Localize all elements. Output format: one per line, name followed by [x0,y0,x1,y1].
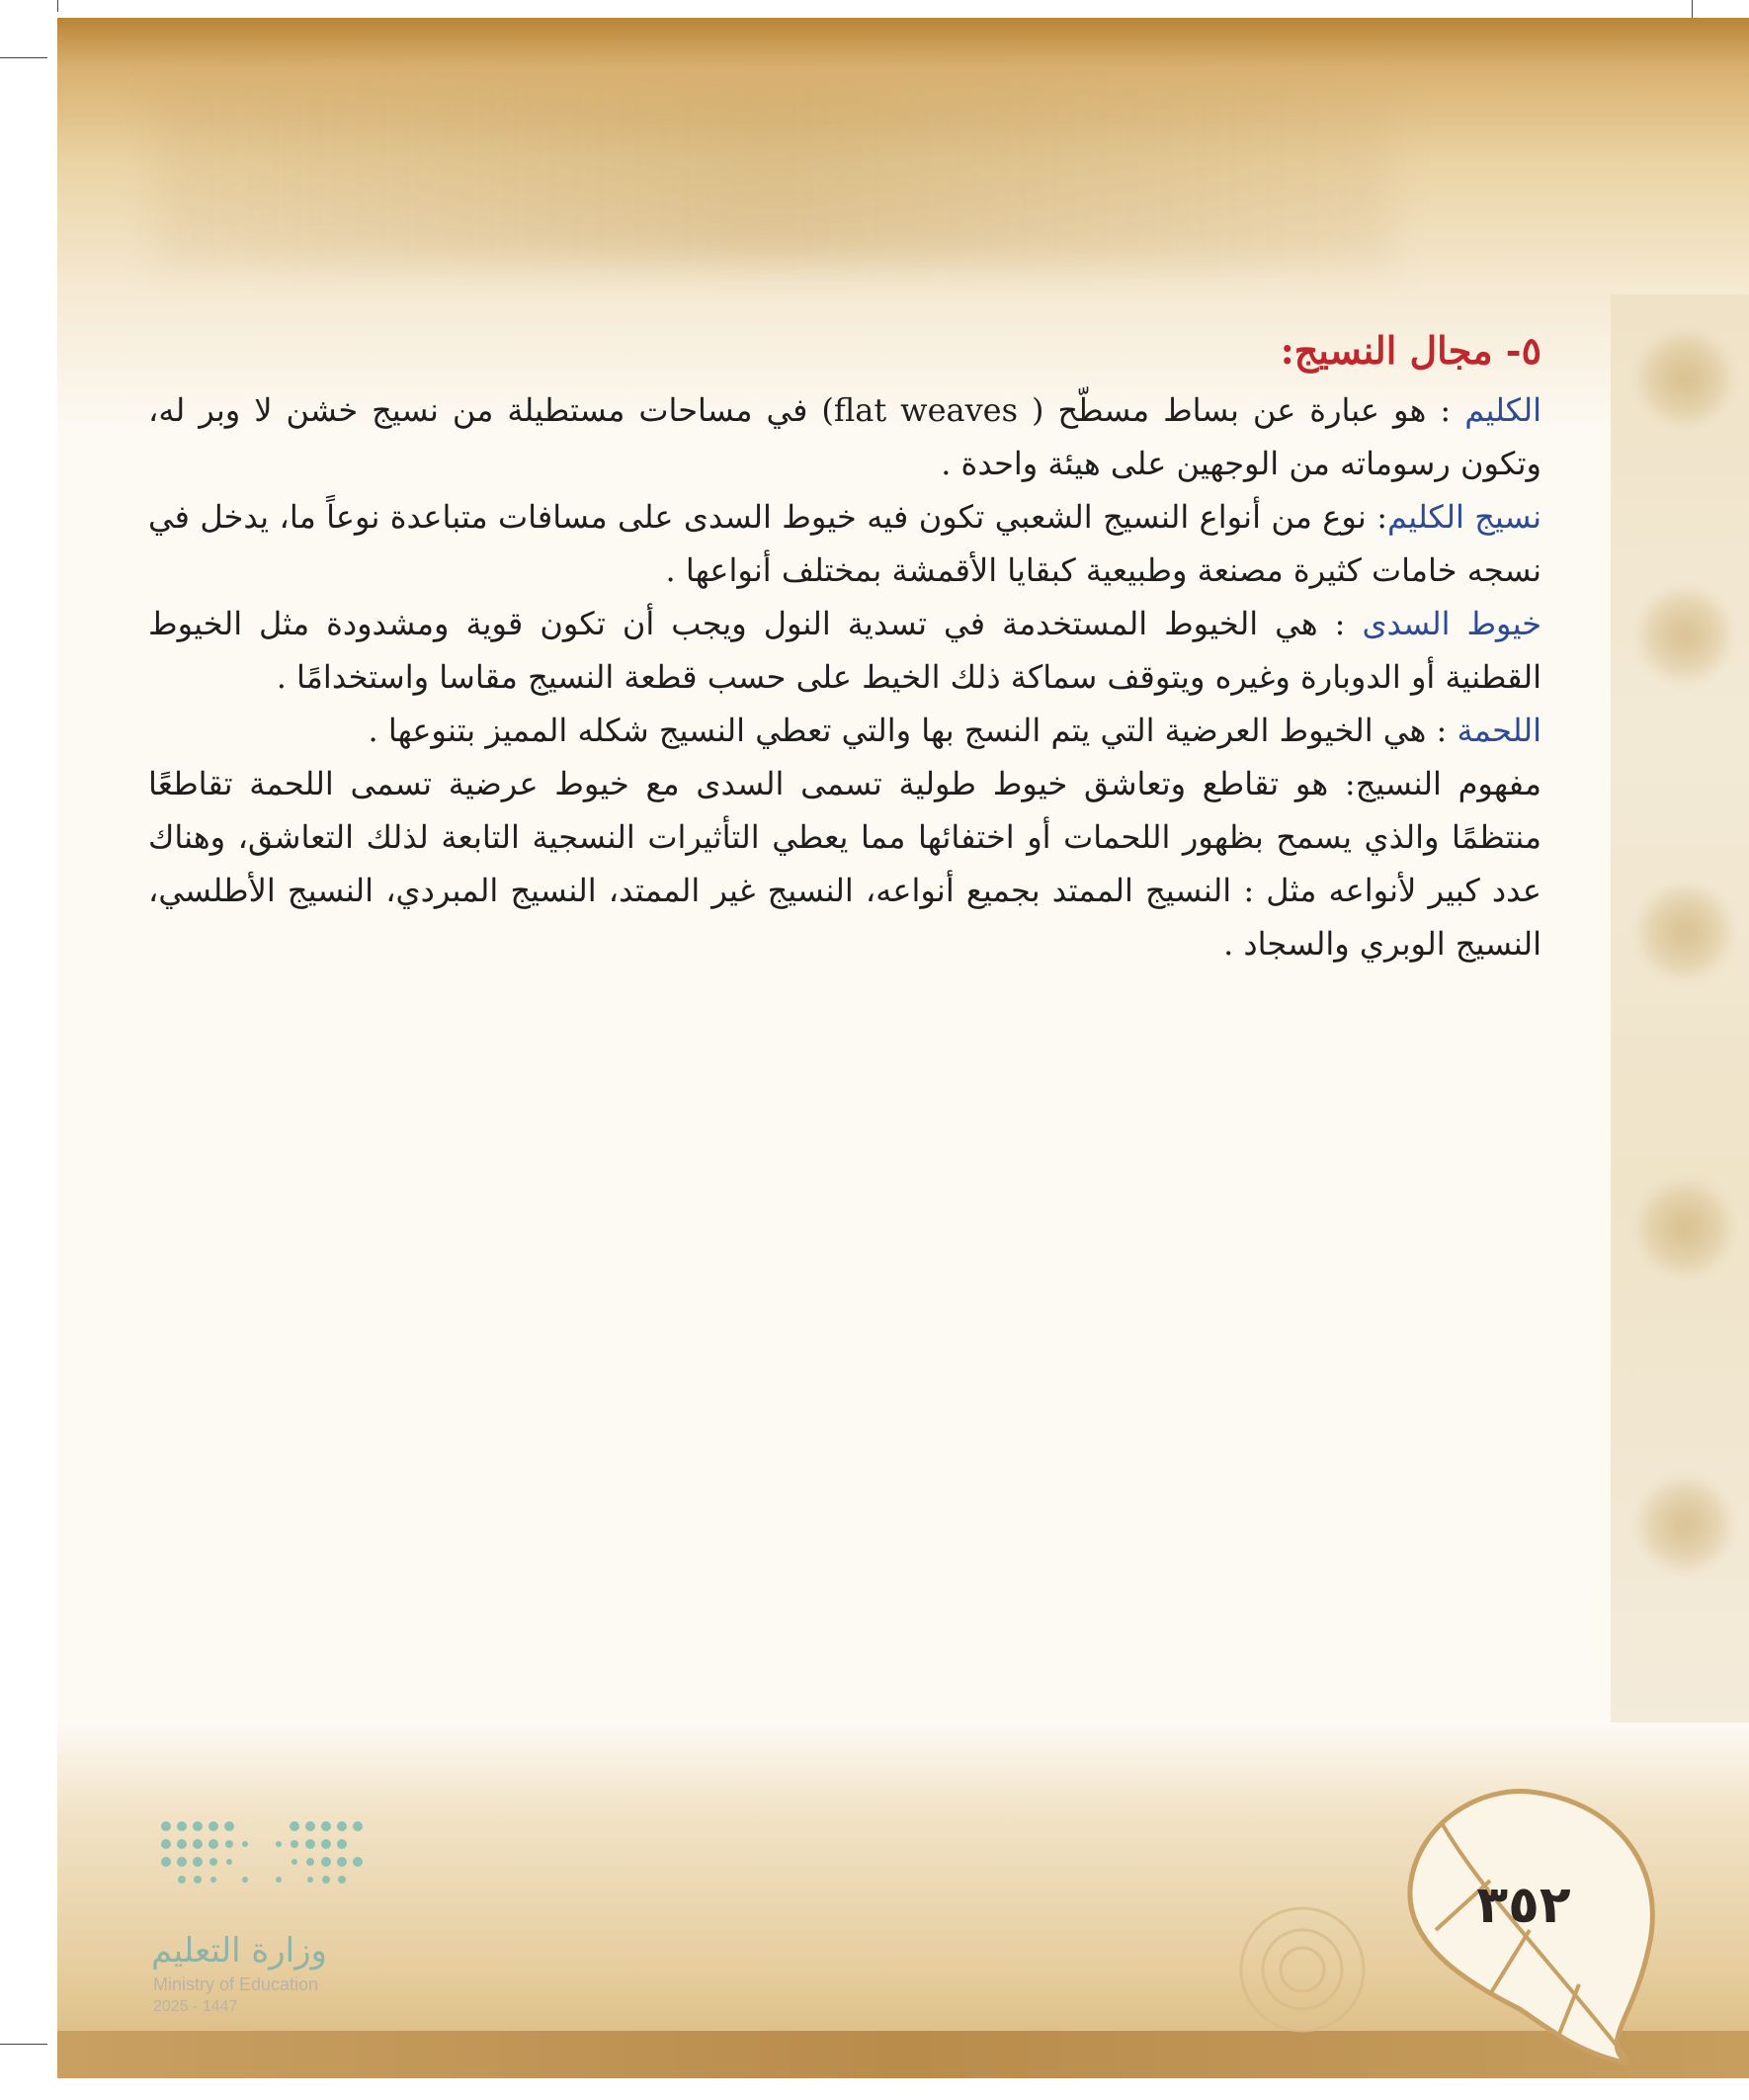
definition-text: نوع من أنواع النسيج الشعبي تكون فيه خيوط السدى على مسافات متباعدة نوعاً ما، يدخل في نسجه خامات كثيرة مصنعة وطبيعية كبقايا الأقمشة بمختلف أنواعها . [148,498,1541,589]
paragraph-weft [148,704,1541,757]
paragraph-weaving-concept [148,757,1541,970]
section-heading: ٥- مجال النسيج: [1280,328,1541,373]
ministry-year: 2025 - 1447 [153,1998,238,2015]
page-number: ٣٥٢ [1476,1876,1571,1935]
crop-mark [0,2044,47,2045]
sun-ornament-icon [1228,1895,1376,2044]
term-kilim-weave: نسيج الكليم [1386,498,1542,536]
paragraph-kilim [148,383,1541,490]
definition-text: هي الخيوط المستخدمة في تسدية النول ويجب أن تكون قوية ومشدودة مثل الخيوط القطنية أو الدوبارة وغيره ويتوقف سماكة ذلك الخيط على حسب قطعة النسيج مقاسا واستخدامًا . [148,605,1541,696]
header-blurred-image [156,87,1391,265]
crop-mark [57,0,58,12]
paragraph-kilim-weave [148,490,1541,597]
term-separator: : [1426,712,1458,749]
crop-mark [0,57,47,58]
term-separator: : [1317,605,1363,642]
term-weft: اللحمة [1457,712,1541,749]
paragraph-warp-threads [148,597,1541,704]
definition-text: هو عبارة عن بساط مسطّح ( [1018,391,1427,429]
main-content [148,322,1541,970]
term-separator: : [1426,391,1465,429]
definition-text: هي الخيوط العرضية التي يتم النسج بها والتي تعطي النسيج شكله المميز بتنوعها . [368,712,1427,749]
side-decoration-strip [1611,294,1749,1777]
term-warp-threads: خيوط السدى [1362,605,1542,642]
definition-text: مفهوم النسيج: هو تقاطع وتعاشق خيوط طولية تسمى السدى مع خيوط عرضية تسمى اللحمة تقاطعًا منتظمًا والذي يسمح بظهور اللحمات أو اختفائها مما يعطي التأثيرات النسجية التابعة لذلك التعاشق، وهناك عدد كبير لأنواعه مثل : النسيج الممتد بجميع أنواعه، النسيج غير الممتد، النسيج المبردي، النسيج الأطلسي، النسيج الوبري والسجاد . [148,765,1542,963]
ministry-name-english: Ministry of Education [153,1974,319,1994]
term-kilim: الكليم [1464,391,1542,429]
term-separator: : [1366,498,1387,536]
definition-text: ) في مساحات مستطيلة من نسيج خشن لا وبر له، وتكون رسوماته من الوجهين على هيئة واحدة . [148,391,1541,482]
english-term: flat weaves [833,391,1019,429]
ministry-name-arabic: وزارة التعليم [151,1931,327,1971]
